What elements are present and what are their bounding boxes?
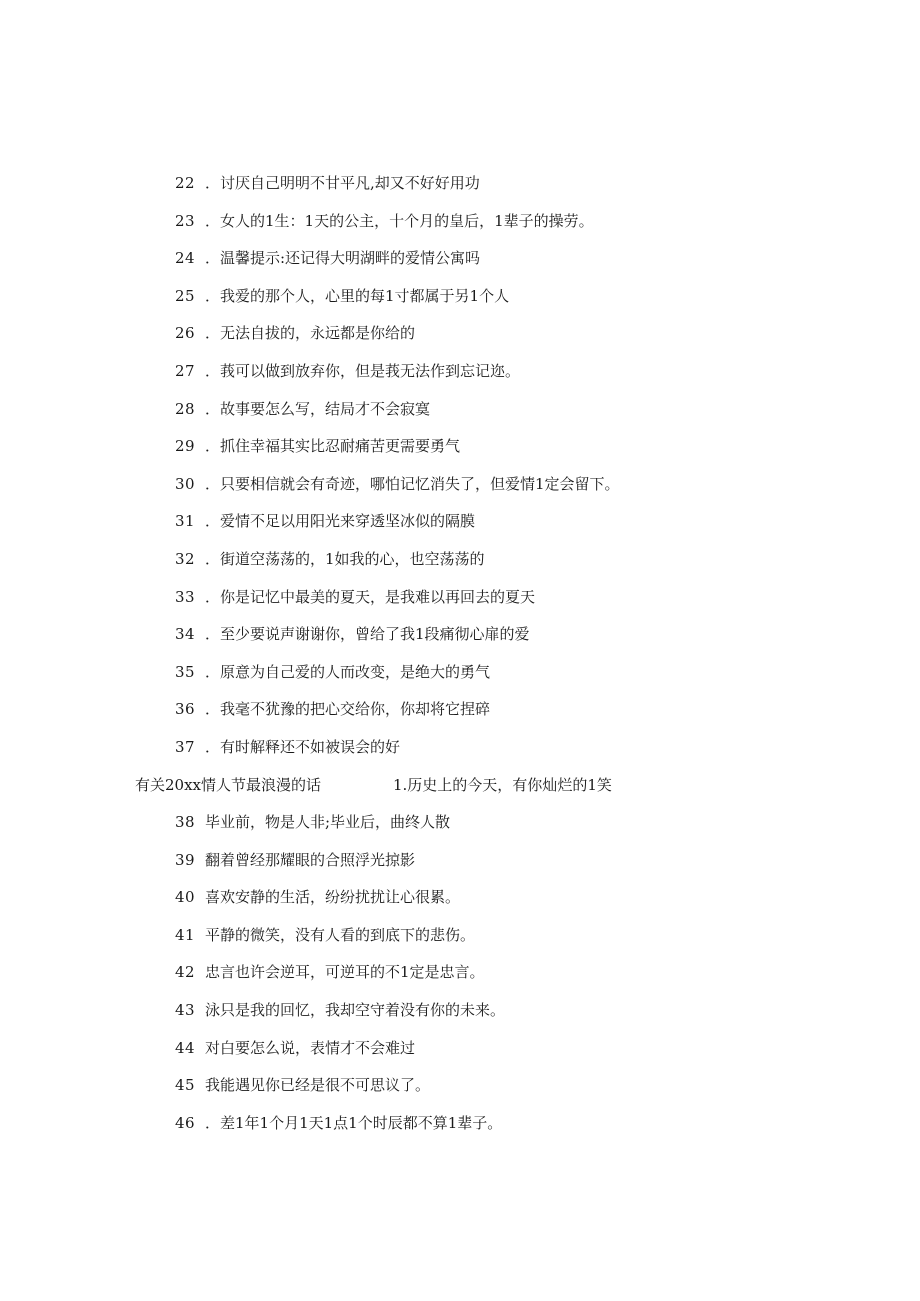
item-text: ．你是记忆中最美的夏天，是我难以再回去的夏天 <box>205 587 536 606</box>
item-text: ．抓住幸福其实比忍耐痛苦更需要勇气 <box>205 437 461 456</box>
list-item <box>175 696 875 734</box>
item-text: ．温馨提示:还记得大明湖畔的爱情公寓吗 <box>205 249 481 268</box>
section-title: 有关20xx情人节最浪漫的话 <box>135 775 322 794</box>
quote-list <box>135 170 875 1147</box>
item-number: 32 <box>175 549 196 568</box>
item-number: 45 <box>175 1076 196 1095</box>
item-text: ．至少要说声谢谢你，曾给了我1段痛彻心扉的爱 <box>205 625 530 644</box>
list-item <box>175 621 875 659</box>
list-item <box>175 734 875 772</box>
item-number: 36 <box>175 700 196 719</box>
item-text: 喜欢安静的生活，纷纷扰扰让心很累。 <box>205 888 461 907</box>
item-number: 31 <box>175 512 196 531</box>
list-item <box>175 396 875 434</box>
item-text: ．讨厌自己明明不甘平凡,却又不好好用功 <box>205 174 480 192</box>
list-item <box>175 809 875 847</box>
item-text: 平静的微笑，没有人看的到底下的悲伤。 <box>205 925 476 944</box>
item-number: 34 <box>175 625 196 644</box>
list-item <box>175 508 875 546</box>
item-text: 对白要怎么说，表情才不会难过 <box>205 1038 416 1057</box>
item-number: 22 <box>175 174 196 192</box>
list-item <box>175 283 875 321</box>
item-text: 忠言也许会逆耳，可逆耳的不1定是忠言。 <box>205 963 485 982</box>
item-text: ．爱情不足以用阳光来穿透坚冰似的隔膜 <box>205 512 476 531</box>
item-text: ．只要相信就会有奇迹，哪怕记忆消失了，但爱情1定会留下。 <box>205 474 620 493</box>
item-number: 39 <box>175 850 196 869</box>
list-item <box>175 659 875 697</box>
section-first-item: 1.历史上的今天，有你灿烂的1笑 <box>393 775 612 794</box>
list-item <box>175 997 875 1035</box>
list-item <box>175 847 875 885</box>
item-text: 我能遇见你已经是很不可思议了。 <box>205 1076 431 1095</box>
list-item <box>175 208 875 246</box>
item-number: 33 <box>175 587 196 606</box>
list-item <box>175 584 875 622</box>
list-item <box>175 433 875 471</box>
list-item <box>175 320 875 358</box>
item-text: ．街道空荡荡的，1如我的心，也空荡荡的 <box>205 549 485 568</box>
item-text: ．差1年1个月1天1点1个时辰都不算1辈子。 <box>205 1113 503 1132</box>
list-item <box>175 170 875 208</box>
item-number: 28 <box>175 399 196 418</box>
item-number: 43 <box>175 1001 196 1020</box>
item-text: ．我爱的那个人，心里的每1寸都属于另1个人 <box>205 286 510 305</box>
list-item <box>175 471 875 509</box>
list-item <box>175 1110 875 1148</box>
item-text: 泳只是我的回忆，我却空守着没有你的未来。 <box>205 1001 506 1020</box>
item-number: 30 <box>175 474 196 493</box>
list-item <box>175 1072 875 1110</box>
item-number: 38 <box>175 813 196 832</box>
item-number: 37 <box>175 737 196 756</box>
item-number: 29 <box>175 437 196 456</box>
item-number: 25 <box>175 286 196 305</box>
item-text: ．无法自拔的，永远都是你给的 <box>205 324 416 343</box>
item-text: 毕业前，物是人非;毕业后，曲终人散 <box>205 813 451 832</box>
item-number: 40 <box>175 888 196 907</box>
item-number: 24 <box>175 249 196 268</box>
item-number: 27 <box>175 361 196 380</box>
item-text: ．故事要怎么写，结局才不会寂寞 <box>205 399 431 418</box>
list-item <box>175 358 875 396</box>
item-text: ．原意为自己爱的人而改变，是绝大的勇气 <box>205 662 491 681</box>
list-item <box>175 1035 875 1073</box>
item-number: 23 <box>175 211 196 230</box>
list-item <box>175 884 875 922</box>
section-heading-row <box>135 772 875 810</box>
item-number: 26 <box>175 324 196 343</box>
item-number: 35 <box>175 662 196 681</box>
item-number: 42 <box>175 963 196 982</box>
item-text: ．莪可以做到放弃你，但是莪无法作到忘记迩。 <box>205 361 521 380</box>
item-text: ．我毫不犹豫的把心交给你，你却将它捏碎 <box>205 700 491 719</box>
list-item <box>175 959 875 997</box>
item-number: 44 <box>175 1038 196 1057</box>
item-number: 46 <box>175 1113 196 1132</box>
list-item <box>175 922 875 960</box>
list-item <box>175 546 875 584</box>
list-item <box>175 245 875 283</box>
item-text: 翻着曾经那耀眼的合照浮光掠影 <box>205 850 416 869</box>
item-number: 41 <box>175 925 196 944</box>
item-text: ．有时解释还不如被误会的好 <box>205 737 401 756</box>
item-text: ．女人的1生：1天的公主，十个月的皇后，1辈子的操劳。 <box>205 211 594 230</box>
